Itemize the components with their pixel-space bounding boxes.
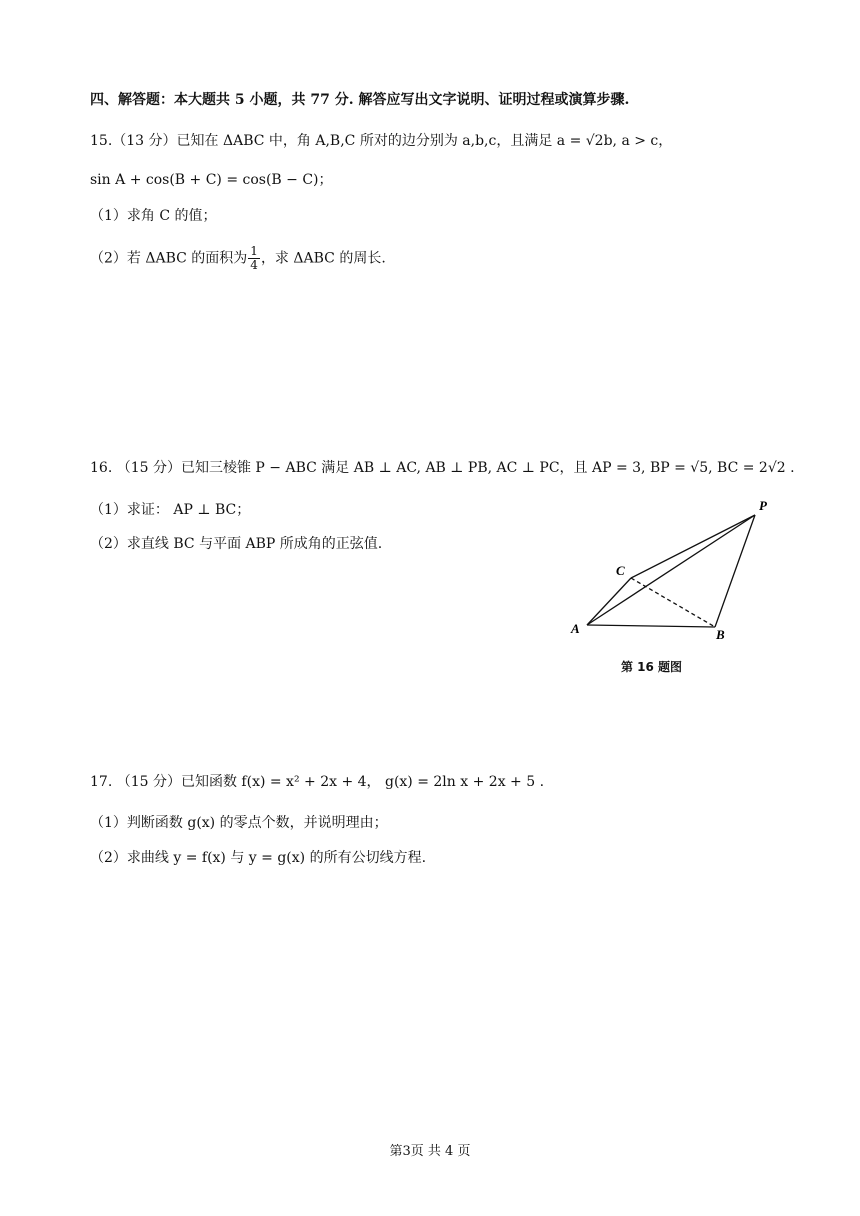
q15-stem-line1: 15.（13 分）已知在 ΔABC 中，角 A,B,C 所对的边分别为 a,b,c，且满足 a = √2b, a > c， (90, 133, 673, 149)
q15-part1: （1）求角 C 的值； (90, 208, 217, 224)
edge-cb-hidden (631, 578, 715, 627)
figure-caption: 第 16 题图 (621, 660, 683, 674)
fraction-numerator: 1 (250, 244, 258, 258)
q15-area-fraction (248, 245, 260, 272)
q17-part1: （1）判断函数 g(x) 的零点个数，并说明理由； (90, 815, 388, 831)
label-a: A (571, 621, 580, 636)
q15-part2 (90, 245, 386, 272)
q17-part2: （2）求曲线 y = f(x) 与 y = g(x) 的所有公切线方程. (90, 850, 427, 866)
q16-stem: 16. （15 分）已知三棱锥 P − ABC 满足 AB ⊥ AC, AB ⊥ PB, AC ⊥ PC，且 AP = 3, BP = √5, BC = 2√2 . (90, 460, 795, 476)
q16-part1: （1）求证： AP ⊥ BC； (90, 502, 251, 518)
section-title: 四、解答题：本大题共 5 小题，共 77 分. 解答应写出文字说明、证明过程或演算步骤. (90, 92, 630, 108)
edge-ap (587, 515, 755, 625)
pyramid-figure (565, 495, 795, 645)
edge-ab (587, 625, 715, 627)
q15-part2-suffix: ，求 ΔABC 的周长. (260, 250, 386, 267)
q15-stem-line2: sin A + cos(B + C) = cos(B − C)； (90, 172, 333, 188)
label-c: C (616, 563, 625, 578)
label-b: B (716, 627, 725, 642)
q16-part2: （2）求直线 BC 与平面 ABP 所成角的正弦值. (90, 536, 383, 552)
fraction-denominator: 4 (250, 258, 258, 272)
edge-ac (587, 578, 631, 625)
page-footer: 第3页 共 4 页 (389, 1144, 471, 1159)
q15-part2-prefix: （2）若 ΔABC 的面积为 (90, 250, 248, 267)
q17-stem: 17. （15 分）已知函数 f(x) = x² + 2x + 4， g(x) = 2ln x + 2x + 5 . (90, 774, 545, 790)
label-p: P (759, 498, 767, 513)
